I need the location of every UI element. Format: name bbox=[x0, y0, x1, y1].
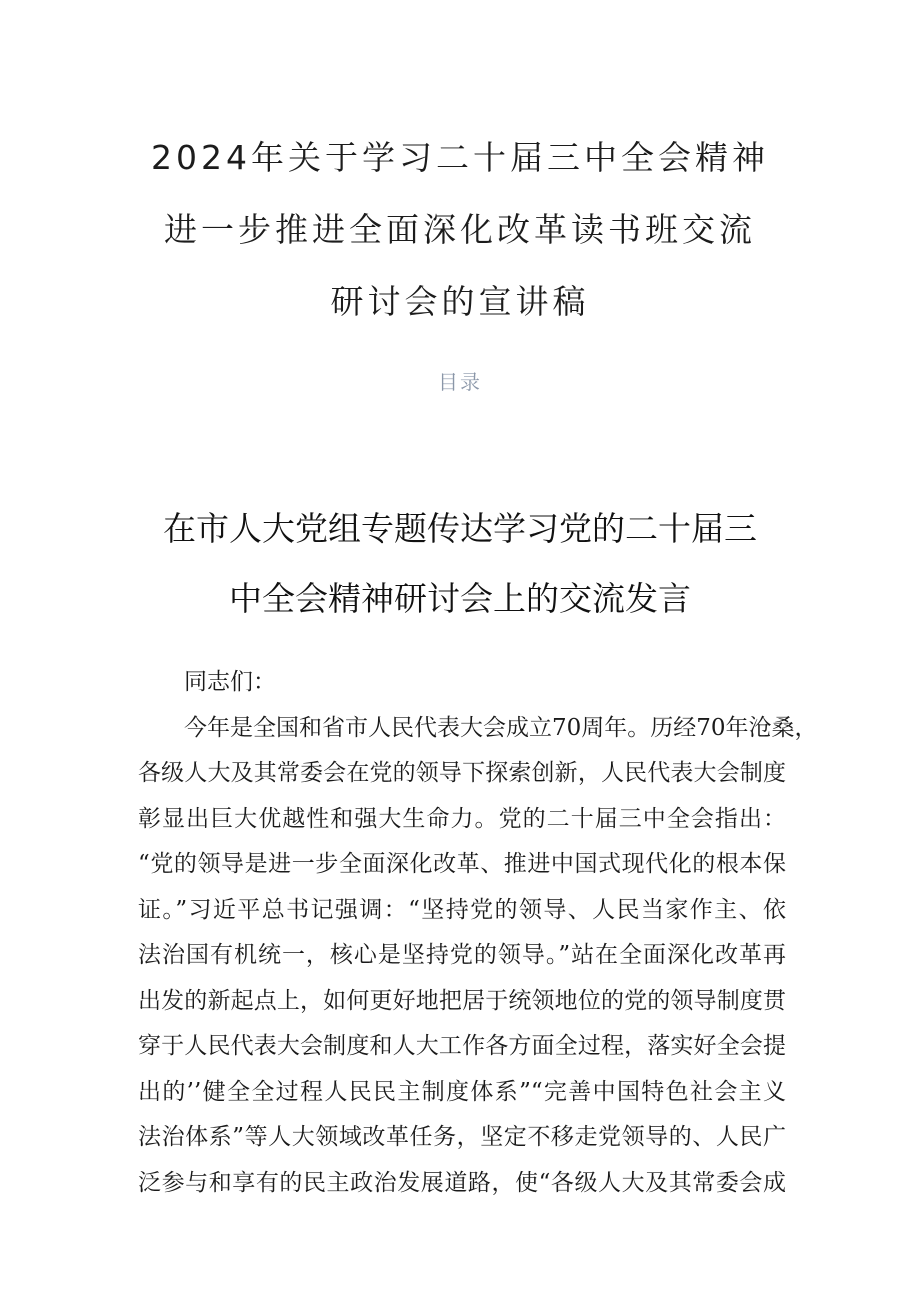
paragraph-line: 法治国有机统一，核心是坚持党的领导。”站在全面深化改革再 bbox=[138, 942, 786, 968]
paragraph-line: 今年是全国和省市人民代表大会成立70周年。历经70年沧桑， bbox=[184, 714, 818, 741]
paragraph-line: 穿于人民代表大会制度和人大工作各方面全过程，落实好全会提 bbox=[138, 1033, 786, 1059]
paragraph-line: 出的’’健全全过程人民民主制度体系”“完善中国特色社会主义 bbox=[138, 1078, 786, 1105]
section-title-line-1: 在市人大党组专题传达学习党的二十届三 bbox=[163, 509, 757, 548]
document-title-line-3: 研讨会的宣讲稿 bbox=[330, 282, 590, 321]
body-text bbox=[138, 660, 818, 1206]
paragraph-line: 证。”习近平总书记强调：“坚持党的领导、人民当家作主、依 bbox=[138, 896, 786, 923]
section-title bbox=[60, 494, 860, 634]
salutation: 同志们： bbox=[184, 669, 276, 695]
paragraph-line: 泛参与和享有的民主政治发展道路，使“各级人大及其常委会成 bbox=[138, 1169, 786, 1196]
paragraph-line: 彰显出巨大优越性和强大生命力。党的二十届三中全会指出： bbox=[138, 805, 786, 832]
section-title-line-2: 中全会精神研讨会上的交流发言 bbox=[229, 579, 691, 618]
document-title bbox=[60, 122, 860, 338]
document-title-line-2: 进一步推进全面深化改革读书班交流 bbox=[164, 210, 756, 249]
paragraph-line: “党的领导是进一步全面深化改革、推进中国式现代化的根本保 bbox=[138, 851, 786, 877]
paragraph-line: 出发的新起点上，如何更好地把居于统领地位的党的领导制度贯 bbox=[138, 987, 786, 1014]
document-title-line-1: 2024年关于学习二十届三中全会精神 bbox=[151, 138, 769, 177]
table-of-contents-label[interactable]: 目录 bbox=[438, 370, 482, 394]
paragraph-line: 各级人大及其常委会在党的领导下探索创新，人民代表大会制度 bbox=[138, 760, 786, 786]
paragraph-line: 法治体系”等人大领域改革任务，坚定不移走党领导的、人民广 bbox=[138, 1124, 786, 1150]
